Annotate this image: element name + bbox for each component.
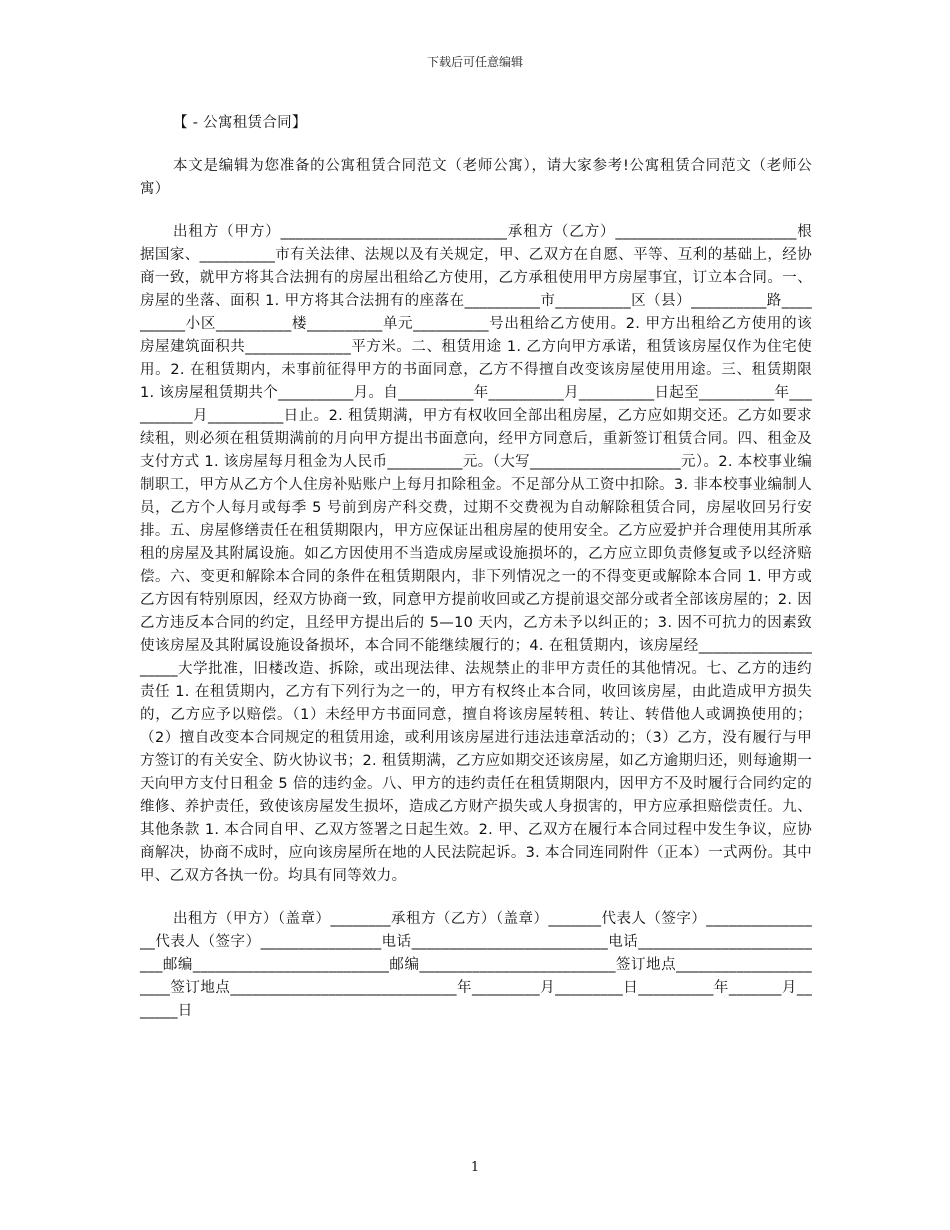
page-header: 下载后可任意编辑 [426, 55, 523, 69]
document-title: 【 - 公寓租赁合同】 [173, 115, 307, 131]
contract-body-paragraph: 出租方（甲方）______________________________承租方（乙方）________________________根据国家、__________市有关法律、法规以及有关规定，甲、乙双方在自愿、平等、互利的基础上，经协商一致，就甲方将其合法拥有的房屋出租给乙方使用，乙方承租使用甲方房屋事宜，订立本合同。一、房屋的坐落、面积 1. 甲方将其合法拥有的座落在__________市__________区（县）__________路__________小区__________楼__________单元__________号出租给乙方使用。2. 甲方出租给乙方使用的该房屋建筑面积共______________平方米。二、租赁用途 1. 乙方向甲方承诺，租赁该房屋仅作为住宅使用。2. 在租赁期内，未事前征得甲方的书面同意，乙方不得擅自改变该房屋使用用途。三、租赁期限 1. 该房屋租赁期共个__________月。自__________年__________月__________日起至__________年__________月__________日止。2. 租赁期满，甲方有权收回全部出租房屋，乙方应如期交还。乙方如要求续租，则必须在租赁期满前的月向甲方提出书面意向，经甲方同意后，重新签订租赁合同。四、租金及支付方式 1. 该房屋每月租金为人民币__________元。（大写____________________元）。2. 本校事业编制职工，甲方从乙方个人住房补贴账户上每月扣除租金。不足部分从工资中扣除。3. 非本校事业编制人员，乙方个人每月或每季 5 号前到房产科交费，过期不交费视为自动解除租赁合同，房屋收回另行安排。五、房屋修缮责任在租赁期限内，甲方应保证出租房屋的使用安全。乙方应爱护并合理使用其所承租的房屋及其附属设施。如乙方因使用不当造成房屋或设施损坏的，乙方应立即负责修复或予以经济赔偿。六、变更和解除本合同的条件在租赁期限内，非下列情况之一的不得变更或解除本合同 1. 甲方或乙方因有特别原因，经双方协商一致，同意甲方提前收回或乙方提前退交部分或者全部该房屋的；2. 因乙方违反本合同的约定，且经甲方提出后的 5—10 天内，乙方未予以纠正的；3. 因不可抗力的因素致使该房屋及其附属设施设备损坏，本合同不能继续履行的；4. 在租赁期内，该房屋经____________________大学批准，旧楼改造、拆除，或出现法律、法规禁止的非甲方责任的其他情况。七、乙方的违约责任 1. 在租赁期内，乙方有下列行为之一的，甲方有权终止本合同，收回该房屋，由此造成甲方损失的，乙方应予以赔偿。（1）未经甲方书面同意，擅自将该房屋转租、转让、转借他人或调换使用的；（2）擅自改变本合同规定的租赁用途，或利用该房屋进行违法违章活动的；（3）乙方，没有履行与甲方签订的有关安全、防火协议书；2. 租赁期满，乙方应如期交还该房屋，如乙方逾期归还，则每逾期一天向甲方支付日租金 5 倍的违约金。八、甲方的违约责任在租赁期限内，因甲方不及时履行合同约定的维修、养护责任，致使该房屋发生损坏，造成乙方财产损失或人身损害的，甲方应承担赔偿责任。九、其他条款 1. 本合同自甲、乙双方签署之日起生效。2. 甲、乙双方在履行本合同过程中发生争议，应协商解决，协商不成时，应向该房屋所在地的人民法院起诉。3. 本合同连同附件（正本）一式两份。其中甲、乙双方各执一份。均具有同等效力。 [140, 224, 812, 884]
page-number: 1 [470, 1160, 480, 1175]
contract-document [140, 112, 812, 1043]
intro-paragraph: 本文是编辑为您准备的公寓租赁合同范文（老师公寓），请大家参考!公寓租赁合同范文（老师公寓） [140, 158, 812, 197]
signature-paragraph: 出租方（甲方）（盖章）________承租方（乙方）（盖章）_______代表人（签字）________________代表人（签字）________________电话__________________________电话__________________________邮编__________________________邮编__________________________签订地点______________________签订地点______________________________年_________月_________日__________年_______月_______日 [140, 911, 812, 1019]
